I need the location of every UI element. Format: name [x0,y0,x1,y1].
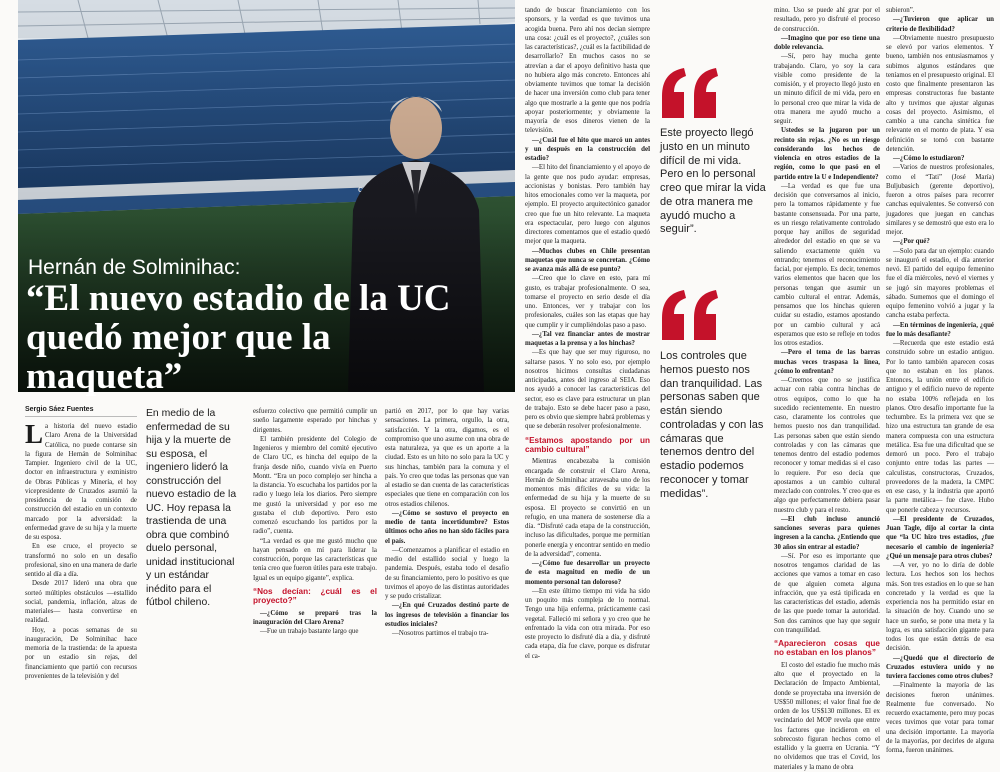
paragraph: En ese cruce, el proyecto se transformó no solo en un desafío profesional, sino en una manera de darle sentido al día a día. [25,543,137,578]
paragraph: —Varios de nuestros profesionales, como el “Tati” (José María) Buljubasich (gerente deportivo), fueron a otros países para recorrer canchas equivalentes. Se conversó con jugadores que juegan en canchas similares y se demostró que esto era lo mejor. [886,164,994,236]
paragraph: —Creemos que no se justifica actuar con rabia contra hinchas de otros equipos, como lo que ha sucedido recientemente. En nuestro caso, claramente los controles que hemos puesto nos dan tranquilidad. Las personas saben que están siendo controladas y con las cámaras que tenemos dentro del estadio podemos reconocer y tomar medidas si el caso lo requiere. Por eso decía que apostamos a un cambio cultural mezclado con controles. Y creo que es algo que perfectamente debiera pasar nuestro club y para el resto. [774,377,880,514]
question: —¿Cuál fue el hito que marcó un antes y un después en la construcción del estadio? [525,136,650,162]
paragraph: Hoy, a pocas semanas de su inauguración, De Solminihac hace memoria de la trastienda: de la apuesta por un estadio sin rejas, del financiamiento que partió con recursos provenientes de la televisión y del [25,626,137,680]
headline: “El nuevo estadio de la UC quedó mejor que la maqueta” [26,278,451,397]
question: —¿Cómo se preparó tras la inauguración del Claro Arena? [253,609,377,626]
article-column-6 [886,6,994,754]
paragraph: —En este último tiempo mi vida ha sido un poquito más compleja de lo normal. Tengo una hija enferma, prácticamente casi vegetal. Falleció mi señora y yo creo que he enfrentado la vida con otra mirada. Por eso este proyecto lo disfruté día a día, y disfruté cada etapa, día fue clave, porque es disfrutar el ca- [525,587,650,660]
question: —En términos de ingeniería, ¿qué fue lo más desafiante? [886,321,994,338]
question: —Imagino que por eso tiene una doble relevancia. [774,34,880,51]
byline-rule [25,416,137,417]
paragraph: —El hito del financiamiento y el apoyo de la gente que nos pudo ayudar: empresas, accionistas y bonistas. Pero también hay hitos emocionales como ver la maqueta, por ejemplo. El proyecto arquitectónico ganador creo que fue un hito relevante. La maqueta era espectacular, pero luego con algunos directores comentamos que el estadio quedó mejor que la maqueta. [525,164,650,246]
paragraph: —Sí. Por eso es importante que nosotros tengamos claridad de las acciones que vamos a tomar en caso de que alguien cometa alguna infracción, que ya está tipificada en las características del estadio, además de las que puede tomar la autoridad. Son dos caminos que hay que seguir con tranquilidad. [774,552,880,634]
paragraph: partió en 2017, por lo que hay varias sensaciones. La primera, orgullo, la otra, satisfacción. Y la otra, digamos, es el compromiso que uno asume con una obra de esta naturaleza, ya que es un aporte a la ciudad. Esto es un hito no solo para la UC y sus hinchas, también para la comuna y el país. Yo creo que todas las personas que van al estadio se dan cuenta de las características especiales que tiene en comparación con los otros estadios chilenos. [385,408,509,508]
paragraph: —Solo para dar un ejemplo: cuando se inauguró el estadio, el día anterior nevó. El partido del equipo femenino fue el día miércoles, nevó el viernes y se jugó sin mayores problemas el sábado. Sumemos que el domingo el equipo femenino volvió a jugar y la cancha estaba perfecta. [886,247,994,320]
question: —El presidente de Cruzados, Juan Tagle, dijo al cortar la cinta que “la UC hizo tres estadios, ¿fue necesario el cambio de ingeniería? ¿Qué un mensaje para otros clubes? [886,515,994,560]
article-column-3 [385,407,509,637]
drop-cap: L [25,419,44,449]
paragraph: Desde 2017 lideró una obra que sorteó múltiples obstáculos —estallido social, pandemia, inflación, alzas de materiales— hasta convertirse en realidad. [25,580,137,625]
byline: Sergio Sáez Fuentes [25,406,94,413]
quote-mark-icon [660,288,720,344]
paragraph: El costo del estadio fue mucho más alto que el proyectado en la Declaración de Impacto Ambiental, donde se proyectaba una inversión de US$50 millones; el valor final fue de orden de los US$130 millones. El ex vecindario del MOP revela que entre los factores que incidieron en el sobrecosto figuran hechos como el estallido y la guerra en Ucrania. “Y no olvidemos que tras el Covid, los materiales y la mano de obra [774,661,880,771]
paragraph: —La verdad es que fue una decisión que conversamos al inicio, pero la tomamos rápidamente y fue bastante consensuada. Por una parte, es un riesgo relativamente controlado porque hay anillos de seguridad alrededor del estadio en que se va saliendo exactamente quién va entrando; tenemos el reconocimiento facial, por ejemplo. Es decir, tenemos varios elementos que hacen que los personas tengan que asumir un cambio cultural el entrar. Además, pensamos que los hinchas quieren cuidar su estadio, estamos apostando por un cambio cultural y acá esperamos que esto se refleje en todos los otros estadios. [774,182,880,347]
paragraph: —Finalmente la mayoría de las decisiones fueron unánimes. Realmente fue conversado. No recuerdo exactamente, pero muy pocas veces tuvimos que votar para tomar una decisión importante. La mayoría de la mayorías, por decirles de alguna forma, fueron unánimes. [886,682,994,754]
pull-quote: Los controles que hemos puesto nos dan tranquilidad. Las personas saben que están siendo controladas y con las cámaras que tenemos dentro del estadio podemos reconocer y tomar medidas”. [660,350,764,500]
question: —¿Cómo fue desarrollar un proyecto de esta magnitud en medio de un momento personal tan doloroso? [525,560,650,586]
left-margin [0,0,18,634]
question: —¿En qué Cruzados destinó parte de los ingresos de televisión a financiar los estudios iniciales? [385,602,509,628]
paragraph: —Es que hay que ser muy riguroso, no saltarse pasos. Y no solo eso, por ejemplo nosotros hicimos consultas ciudadanas anticipadas, antes del ingreso al SEIA. Eso nos ayudó a conocer las características del sector, eso es clave para estructurar un plan de trabajo. Esto se debe hacer paso a paso, pero es obvio que siempre habrá problemas y que se deberán resolver profesionalmente. [525,349,650,431]
paragraph: —Recuerda que este estadio está construido sobre un estadio antiguo. Por lo tanto también aparecen cosas que no estaban en los planos. Entonces, la unión entre el edificio antiguo y el edificio nuevo de repente no estaba 100% reflejada en los planos. Otro desafío importante fue la techumbre. Es la primera vez que se hizo una estructura tan grande de esa manera compuesta con una estructura metálica. Esa fue una dificultad que se demoró un poco. Pero el trabajo conjunto entre todas las partes —calculistas, constructoras, Cruzados, proveedores de la madera, la CMPC en ese caso, y la industria que aportó la parte metálica— fue clave. Hubo que ponerle cabeza y recursos. [886,340,994,514]
kicker: Hernán de Solminihac: [28,256,241,279]
question: —¿Cómo lo estudiaron? [893,155,965,162]
paragraph: —Fue un trabajo bastante largo que [260,628,359,636]
question: Ustedes se la jugaron por un recinto sin rejas. ¿No es un riesgo considerando los hechos de violencia en otros estadios de la región, como lo que pasó en el partido entre la U e Independiente? [774,127,880,181]
pull-quote: Este proyecto llegó justo en un minuto difícil de mi vida. Pero en lo personal creo que mirar la vida de otra manera me ayudó mucho a seguir”. [660,127,766,236]
question: —¿Tal vez financiar antes de mostrar maquetas a la prensa y a los hinchas? [525,330,650,347]
paragraph: a historia del nuevo estadio Claro Arena de la Universidad Católica, no puede contarse sin la figura de Hernán de Solminihac Tampier. Ingeniero civil de la UC, doctor en infraestructura y exministro de Obras Públicas y Minería, el hoy vicepresidente de Cruzados asumió la presidencia de la comisión de construcción del estadio en un contexto marcado por la adversidad: la enfermedad grave de su hija y la muerte de su esposa. [25,423,137,541]
question: —Muchos clubes en Chile presentan maquetas que nunca se concretan. ¿Cómo se avanza más allá de ese punto? [525,247,650,273]
paragraph: —Comenzamos a planificar el estadio en medio del estallido social y luego la pandemia. Después, estaba todo el desafío de su financiamiento, pero lo positivo es que tuvimos el apoyo de las distintas autoridades y se pudo cristalizar. [385,546,509,600]
paragraph: mino. Uso se puede ahí grar por el resultado, pero yo disfruté el proceso de construcción. [774,7,880,33]
subheading: “Aparecieron cosas que no estaban en los planos” [774,639,880,658]
paragraph: —A ver, yo no lo diría de doble lectura. Los hechos son los hechos más. Son tres estadios en lo que se han concretado y la verdad es que la experiencia nos ha permitido estar en la situación de hoy. Cuando uno se hace un sueño, se pone una meta y la logra, es una satisfacción gigante para todos los que están detrás de esa decisión. [886,562,994,653]
question: —¿Tuvieron que aplicar un criterio de flexibilidad? [886,16,994,33]
paragraph: El también presidente del Colegio de Ingenieros y miembro del comité ejecutivo de Claro UC, es hincha del equipo de la franja desde niño, cuando vivía en Puerto Montt. “Era un poco complejo ser hincha a la distancia. Yo escuchaba los partidos por la radio y luego leía los diarios. Pero siempre me gustó la universidad y por eso me gustaba el club deportivo. Pero esto comenzó escuchando los partidos por la radio”, cuenta. [253,435,377,536]
question: —¿Por qué? [893,238,930,246]
article-column-1 [25,419,137,680]
subheading: “Estamos apostando por un cambio cultural” [525,435,650,454]
question: —El club incluso anunció sanciones severas para quienes ingresen a la cancha. ¿Entiendo que 30 años sin entrar al estadio? [774,515,880,551]
article-column-2 [253,407,377,636]
quote-mark-icon [660,66,720,122]
question: —Pero el tema de las barras muchas veces traspasa la línea, ¿cómo lo enfrentan? [774,349,880,375]
paragraph: Mientras encabezaba la comisión encargada de construir el Claro Arena, Hernán de Solminihac atravesaba uno de los momentos más difíciles de su vida: la enfermedad de su hija y la muerte de su esposa. El proyecto se convirtió en un refugio, en una manera de sostenerse día a día. “Disfruté cada etapa de la construcción, incluso las dificultades, porque me permitían ponerle energía y encontrar sentido en medio de la adversidad”, comenta. [525,458,650,558]
paragraph: —Creo que lo clave en esto, para mí gusto, es trabajar profesionalmente. O sea, tomarse el proyecto en serio desde el día uno. Entonces, ver y trabajar con los profesionales, cuáles son las etapas que hay que cumplir y ir cumpliéndolas paso a paso. [525,275,650,329]
subheading: “Nos decían: ¿cuál es el proyecto?” [253,586,377,606]
lede: En medio de la enfermedad de su hija y la muerte de su esposa, el ingeniero lideró la construcción del nuevo estadio de la UC. Hoy repasa la trastienda de una obra que combinó duelo personal, unidad institucional y un estándar inédito para el fútbol chileno. [146,408,237,609]
paragraph: subieron”. [886,7,915,14]
article-column-5 [774,6,880,771]
question: —¿Cómo se sostuvo el proyecto en medio de tanta incertidumbre? Estos últimos ocho años no han sido fáciles para el país. [385,509,509,545]
paragraph: —Obviamente nuestro presupuesto se elevó por varios elementos. Y bueno, también nos entusiasmamos y subimos algunos estándares que teníamos en el presupuesto original. El costo que finalmente presentaron las empresas constructoras fue bastante alto y tuvimos que ajustar algunas cosas del proyecto. Asimismo, el cambio a una cancha sintética fue relevante en el monto de plata. Y esa definición se tomó con bastante detención. [886,34,994,153]
paragraph: “La verdad es que me gustó mucho que hayan pensado en mí para liderar la construcción, porque las características que tenía creo que fueron útiles para este trabajo. Igual es un equipo gigante”, explica. [253,537,377,582]
paragraph: tando de buscar financiamiento con los sponsors, y la verdad es que tuvimos una acogida buena. Pero ahí nos decían siempre una cosa: ¿cuál es el proyecto?, ¿cuáles son las características?, ¿cuál es la factibilidad de desarrollarlo? En muchos casos no se atrevían a dar el apoyo definitivo hasta que no hubiera algo más concreto. Entonces ahí obviamente tuvimos que tomar la decisión de hacer una inversión como club para tener algo que mostrarle a la gente que nos podría apoyar posteriormente; y obviamente la mayoría de esos dineros vienen de la televisión. [525,7,650,135]
paragraph: —Sí, pero hay mucha gente trabajando. Claro, yo soy la cara visible como presidente de la comisión, y el proyecto llegó justo en un minuto difícil de mi vida, pero en lo personal creo que mirar la vida de otra manera me ayudó mucho a seguir. [774,53,880,125]
question: —¿Quedó que el directorio de Cruzados estuviera unido y no tuviera facciones como otros clubes? [886,654,994,680]
paragraph: esfuerzo colectivo que permitió cumplir un sueño largamente esperado por hinchas y dirigentes. [253,408,377,434]
article-column-4 [525,6,650,660]
paragraph: —Nosotros partimos el trabajo tra- [392,630,489,637]
